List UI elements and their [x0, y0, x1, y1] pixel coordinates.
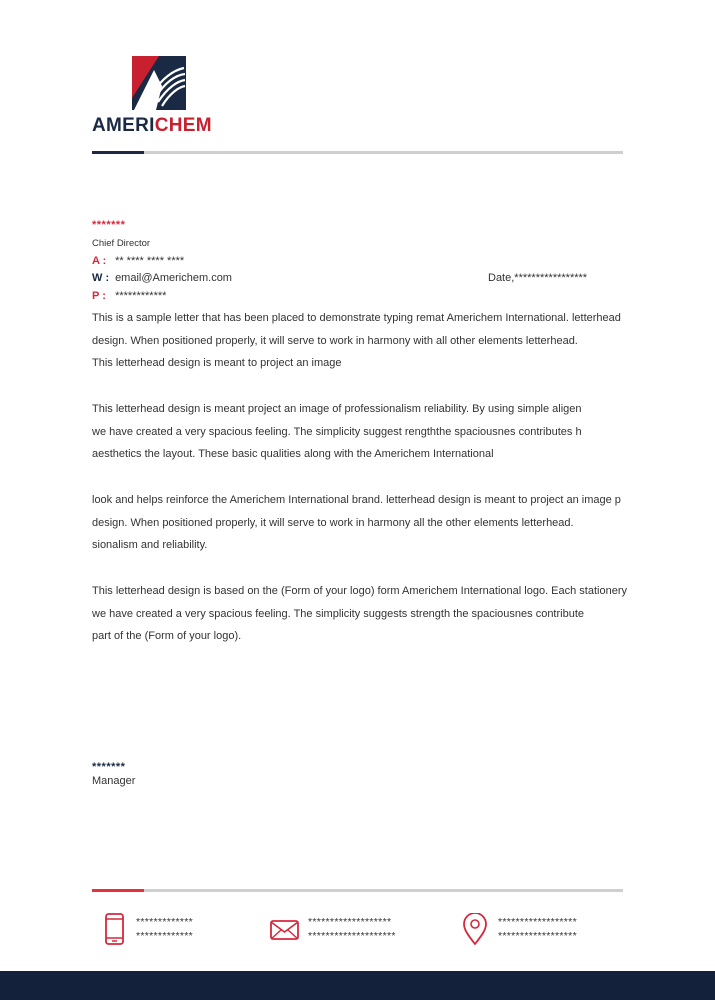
body-paragraph — [92, 489, 677, 557]
contact-phone-value: ************ — [115, 290, 167, 302]
paragraph-line: look and helps reinforce the Americhem International brand. letterhead design is meant to project an image p — [92, 494, 621, 506]
contact-phone — [92, 290, 166, 302]
brand-part-chem: CHEM — [154, 115, 212, 136]
paragraph-line: design. When positioned properly, it will serve to work in harmony with all other elements letterhead. — [92, 334, 578, 347]
header-divider — [92, 151, 623, 154]
body-paragraph — [92, 398, 677, 466]
paragraph-line: This letterhead design is meant project an image of professionalism reliability. By using simple aligen — [92, 403, 582, 415]
footer-address-line: ****************** — [498, 930, 577, 942]
mail-icon — [270, 914, 300, 946]
footer-bar — [0, 971, 715, 1000]
signature-name: ******* — [92, 761, 126, 773]
body-paragraph — [92, 580, 677, 648]
contact-address-label: A : — [92, 255, 107, 267]
footer-email-line: ******************* — [308, 916, 392, 928]
footer-email-line: ******************** — [308, 930, 396, 942]
contact-email-value: email@Americhem.com — [115, 272, 232, 284]
paragraph-line: part of the (Form of your logo). — [92, 630, 242, 643]
header-divider-accent — [92, 151, 144, 154]
contact-address-value: ** **** **** **** — [115, 255, 185, 267]
contact-address — [92, 255, 184, 267]
sender-title: Chief Director — [92, 238, 151, 249]
paragraph-line: we have created a very spacious feeling. The simplicity suggest rengththe spaciousnes contributes h — [92, 425, 582, 438]
letter-date: Date,***************** — [488, 272, 588, 284]
footer-divider-accent — [92, 889, 144, 892]
body-paragraph — [92, 307, 677, 375]
paragraph-line: This letterhead design is based on the (Form of your logo) form Americhem International logo. Each stationery — [92, 585, 627, 597]
footer-phone-line: ************* — [136, 930, 194, 942]
brand-part-ameri: AMERI — [92, 115, 155, 136]
phone-icon — [101, 913, 129, 945]
contact-web — [92, 272, 232, 284]
location-pin-icon — [461, 913, 489, 945]
paragraph-line: This letterhead design is meant to project an image — [92, 357, 342, 370]
paragraph-line: This is a sample letter that has been placed to demonstrate typing remat Americhem International. letterhead — [92, 312, 621, 324]
brand-logo-icon — [132, 56, 186, 110]
paragraph-line: sionalism and reliability. — [92, 539, 208, 552]
footer-phone-line: ************* — [136, 916, 194, 928]
sender-name: ******* — [92, 219, 126, 231]
paragraph-line: we have created a very spacious feeling. The simplicity suggests strength the spaciousnes contribute — [92, 607, 585, 620]
contact-phone-label: P : — [92, 290, 106, 302]
signature-title: Manager — [92, 775, 136, 787]
footer-address-line: ****************** — [498, 916, 577, 928]
paragraph-line: aesthetics the layout. These basic qualities along with the Americhem International — [92, 448, 494, 461]
footer-divider — [92, 889, 623, 892]
brand-wordmark — [92, 115, 212, 137]
contact-web-label: W : — [92, 272, 110, 284]
paragraph-line: design. When positioned properly, it will serve to work in harmony all the other elements letterhead. — [92, 516, 574, 529]
